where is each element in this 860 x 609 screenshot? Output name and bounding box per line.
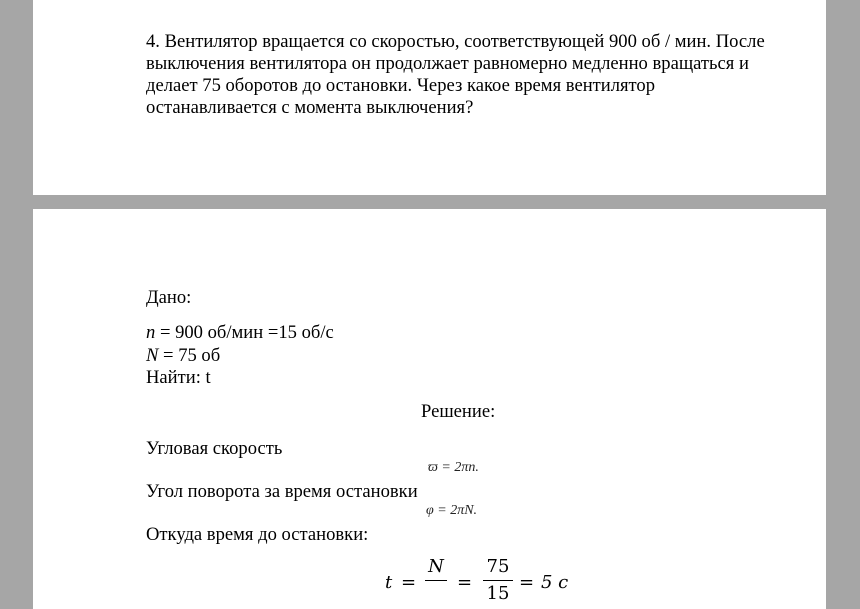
solution-heading: Решение: [421,401,496,422]
formula-result: 5 с [541,572,569,593]
N-value: = 75 об [158,345,221,366]
formula-numerator-N: N [428,556,444,577]
document-page-2 [33,209,826,609]
formula-equals-1: = [401,572,417,593]
n-value: = 900 об/мин =15 об/с [155,322,334,343]
formula-numerator-75: 75 [486,556,510,577]
fraction-bar-1 [425,580,447,581]
formula-equals-3: = [519,572,535,593]
problem-statement: 4. Вентилятор вращается со скоростью, соответствующей 900 об / мин. После выключения вентилятора он продолжает равномерно медленно вращаться и делает 75 оборотов до остановки. Через какое время вентилятор останавливается с момента выключения? [146,31,765,118]
angular-speed-formula: ϖ = 2πn. [428,460,479,475]
N-symbol: N [146,345,159,366]
formula-denominator-15: 15 [486,583,510,604]
document-page-1 [33,0,826,195]
formula-equals-2: = [457,572,473,593]
given-revolutions [146,345,220,367]
find-line: Найти: t [146,367,211,388]
time-label: Откуда время до остановки: [146,524,369,545]
given-heading: Дано: [146,287,192,308]
formula-lhs: t [385,572,393,593]
rotation-angle-formula: φ = 2πN. [426,503,478,518]
n-symbol: n [146,322,156,343]
given-rotation-rate [146,322,334,344]
rotation-angle-label: Угол поворота за время остановки [146,481,418,502]
fraction-bar-2 [483,580,513,581]
angular-speed-label: Угловая скорость [146,438,283,459]
